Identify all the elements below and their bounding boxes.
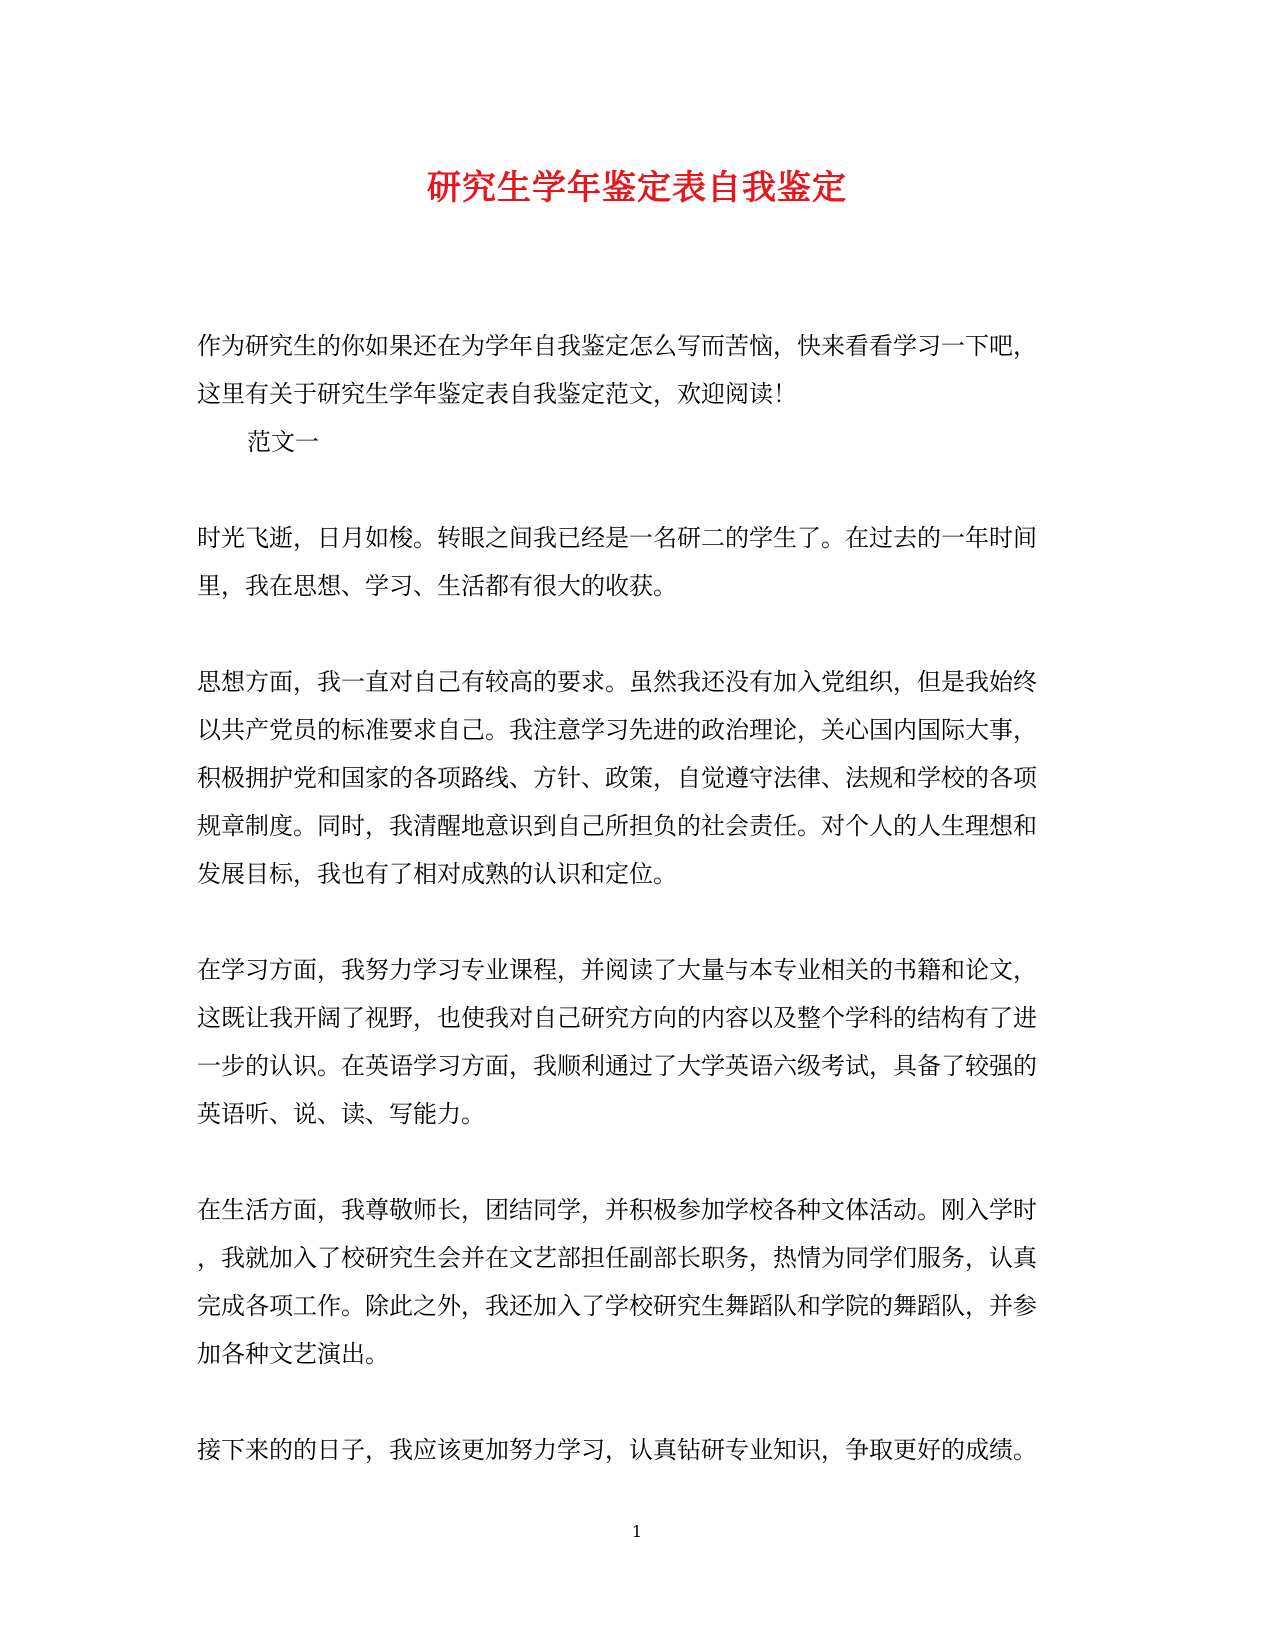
intro-paragraph xyxy=(197,322,1077,418)
text-line: 一步的认识。在英语学习方面，我顺利通过了大学英语六级考试，具备了较强的 xyxy=(197,1052,1037,1080)
text-line: ，我就加入了校研究生会并在文艺部担任副部长职务，热情为同学们服务，认真 xyxy=(197,1244,1037,1272)
paragraph-4 xyxy=(197,1186,1077,1378)
text-line: 英语听、说、读、写能力。 xyxy=(197,1100,485,1128)
paragraph-2 xyxy=(197,658,1077,898)
text-line: 在生活方面，我尊敬师长，团结同学，并积极参加学校各种文体活动。刚入学时 xyxy=(197,1196,1037,1224)
text-line: 接下来的的日子，我应该更加努力学习，认真钻研专业知识，争取更好的成绩。 xyxy=(197,1436,1037,1464)
page-title: 研究生学年鉴定表自我鉴定 xyxy=(427,168,847,208)
page-number: 1 xyxy=(631,1522,643,1541)
text-line: 积极拥护党和国家的各项路线、方针、政策，自觉遵守法律、法规和学校的各项 xyxy=(197,764,1037,792)
text-line: 发展目标，我也有了相对成熟的认识和定位。 xyxy=(197,860,677,888)
text-line: 规章制度。同时，我清醒地意识到自己所担负的社会责任。对个人的人生理想和 xyxy=(197,812,1037,840)
paragraph-1 xyxy=(197,514,1077,610)
text-line: 加各种文艺演出。 xyxy=(197,1340,389,1368)
text-line: 这既让我开阔了视野，也使我对自己研究方向的内容以及整个学科的结构有了进 xyxy=(197,1004,1037,1032)
text-line: 在学习方面，我努力学习专业课程，并阅读了大量与本专业相关的书籍和论文， xyxy=(197,956,1037,984)
document-body xyxy=(197,322,1077,1474)
text-line: 作为研究生的你如果还在为学年自我鉴定怎么写而苦恼，快来看看学习一下吧， xyxy=(197,332,1037,360)
paragraph-3 xyxy=(197,946,1077,1138)
sample-heading: 范文一 xyxy=(247,428,319,456)
text-line: 思想方面，我一直对自己有较高的要求。虽然我还没有加入党组织，但是我始终 xyxy=(197,668,1037,696)
text-line: 完成各项工作。除此之外，我还加入了学校研究生舞蹈队和学院的舞蹈队，并参 xyxy=(197,1292,1037,1320)
text-line: 时光飞逝，日月如梭。转眼之间我已经是一名研二的学生了。在过去的一年时间 xyxy=(197,524,1037,552)
text-line: 以共产党员的标准要求自己。我注意学习先进的政治理论，关心国内国际大事， xyxy=(197,716,1037,744)
paragraph-5 xyxy=(197,1426,1077,1474)
text-line: 里，我在思想、学习、生活都有很大的收获。 xyxy=(197,572,677,600)
text-line: 这里有关于研究生学年鉴定表自我鉴定范文，欢迎阅读！ xyxy=(197,380,797,408)
